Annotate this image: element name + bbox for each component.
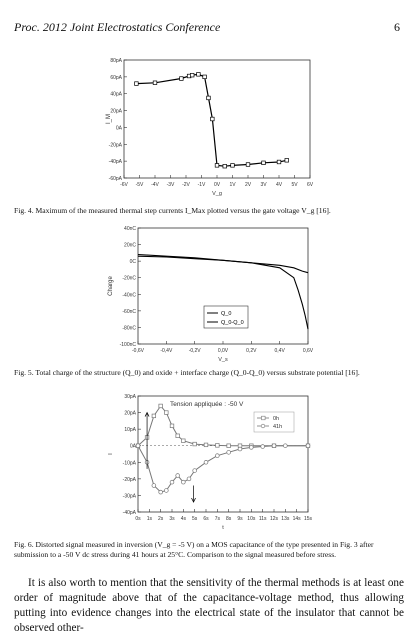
figure-6-caption: Fig. 6. Distorted signal measured in inversion (V_g = -5 V) on a MOS capacitance of the type presented in Fig. 3 after submission to a -50 V dc stress during 41 hours at 25°C. Comparison to the signal measured before stress. — [14, 540, 374, 559]
data-point — [152, 414, 156, 418]
x-tick-label: -6V — [120, 182, 128, 188]
data-point — [180, 77, 184, 81]
figure-5-chart — [104, 224, 314, 366]
figure-4-chart — [104, 56, 314, 206]
legend-marker — [262, 416, 266, 420]
x-tick-label: 5V — [291, 182, 298, 188]
x-tick-label: 7s — [214, 516, 220, 522]
data-point — [216, 444, 220, 448]
y-tick-label: -20nC — [122, 275, 136, 282]
y-tick-label: 0A — [129, 443, 136, 450]
x-tick-label: 13s — [281, 516, 290, 522]
x-tick-label: -2V — [182, 182, 190, 188]
x-tick-label: 0,4V — [274, 348, 285, 354]
x-tick-label: 2s — [158, 516, 164, 522]
y-tick-label: 20nC — [124, 242, 136, 249]
y-tick-label: -20pA — [108, 142, 122, 149]
data-point — [170, 480, 174, 484]
x-tick-label: 2V — [244, 182, 252, 188]
x-tick-label: 1V — [229, 182, 236, 188]
data-point — [190, 73, 194, 77]
data-point — [227, 444, 231, 448]
data-point — [204, 460, 208, 464]
data-point — [187, 477, 191, 481]
data-point — [170, 424, 174, 428]
y-tick-label: -40nC — [122, 292, 136, 299]
data-point — [159, 490, 163, 494]
x-tick-label: 3V — [260, 182, 267, 188]
data-point — [231, 164, 235, 168]
x-tick-label: 0,2V — [246, 348, 257, 354]
data-point — [211, 117, 215, 121]
x-tick-label: 0,0V — [217, 348, 229, 354]
data-point — [152, 484, 156, 488]
y-tick-label: 30pA — [124, 394, 136, 400]
x-tick-label: 6V — [306, 182, 314, 188]
data-point — [193, 469, 197, 473]
data-point — [246, 163, 250, 167]
data-point — [164, 489, 168, 493]
data-point — [204, 443, 208, 447]
legend-marker — [261, 424, 265, 428]
x-tick-label: 4V — [275, 182, 283, 188]
y-tick-label: 10pA — [124, 427, 136, 434]
x-tick-label: -4V — [151, 182, 159, 188]
x-tick-label: -0,6V — [132, 348, 144, 354]
legend-entry: Q_0 — [221, 311, 232, 317]
x-tick-label: -0,2V — [188, 348, 201, 354]
y-tick-label: 80pA — [110, 58, 122, 64]
chart-annotation: Tension appliquée : -50 V — [170, 401, 244, 408]
x-axis-label: V_s — [218, 357, 228, 363]
x-axis-label: V_g — [212, 191, 222, 197]
y-tick-label: 60pA — [110, 74, 122, 81]
data-point — [203, 75, 207, 79]
x-tick-label: 8s — [226, 516, 232, 522]
x-tick-label: 3s — [169, 516, 175, 522]
legend-entry: 0h — [273, 416, 280, 422]
y-tick-label: 20pA — [110, 108, 122, 115]
x-axis-label: t — [222, 525, 224, 530]
data-point — [176, 474, 180, 478]
y-axis-label: Charge — [108, 276, 114, 296]
x-tick-label: 1s — [146, 516, 152, 522]
x-tick-label: 11s — [258, 516, 267, 522]
data-point — [215, 454, 219, 458]
legend-entry: 41h — [273, 424, 283, 430]
page-number: 6 — [394, 20, 400, 34]
data-point — [165, 411, 169, 415]
data-point — [261, 445, 265, 449]
y-tick-label: -30pA — [122, 493, 136, 500]
data-point — [207, 96, 211, 100]
data-point — [285, 159, 289, 163]
data-point — [249, 445, 253, 449]
figure-6-chart — [108, 392, 312, 530]
data-point — [197, 73, 201, 77]
data-point — [272, 444, 276, 448]
y-axis-label: I_M — [106, 113, 112, 125]
data-point — [238, 447, 242, 451]
data-point — [283, 444, 287, 448]
y-tick-label: 40nC — [124, 226, 136, 232]
data-point — [262, 161, 266, 165]
x-tick-label: 10s — [247, 516, 256, 522]
y-tick-label: -80nC — [122, 325, 136, 332]
x-tick-label: -5V — [135, 182, 144, 188]
x-tick-label: 12s — [269, 516, 279, 522]
y-tick-label: -40pA — [108, 159, 122, 166]
x-tick-label: -1V — [197, 182, 206, 188]
x-tick-label: 0,6V — [302, 348, 314, 354]
y-tick-label: 40pA — [110, 91, 122, 98]
body-paragraph: It is also worth to mention that the sensitivity of the thermal methods is at least one order of magnitude above that of the capacitance-voltage method, thus allowing putting into evidence changes into the electrical state of the insulator that cannot be observed other- — [14, 577, 404, 634]
x-tick-label: 14s — [292, 516, 301, 522]
data-point — [181, 480, 185, 484]
y-tick-label: -60nC — [122, 308, 136, 315]
x-tick-label: 0s — [135, 516, 141, 522]
data-point — [176, 434, 180, 438]
x-tick-label: 9s — [237, 516, 243, 522]
data-point — [182, 439, 186, 443]
series-line-2 — [138, 446, 308, 492]
y-tick-label: -40pA — [122, 510, 136, 516]
data-point — [227, 450, 231, 454]
y-axis-label: I — [108, 453, 114, 455]
running-header: Proc. 2012 Joint Electrostatics Conference — [14, 20, 221, 34]
y-tick-label: -60pA — [108, 176, 122, 182]
x-tick-label: 0V — [213, 182, 221, 188]
x-tick-label: -0,4V — [160, 348, 173, 354]
figure-4-caption: Fig. 4. Maximum of the measured thermal step currents I_Max plotted versus the gate voltage V_g [16]. — [14, 206, 331, 215]
data-point — [306, 444, 310, 448]
data-point — [223, 164, 227, 168]
y-tick-label: 20pA — [124, 410, 136, 417]
y-tick-label: -20pA — [122, 476, 136, 483]
x-tick-label: 5s — [192, 516, 198, 522]
data-point — [135, 82, 139, 86]
x-tick-label: 4s — [180, 516, 186, 522]
data-point — [153, 81, 157, 85]
data-point — [215, 164, 219, 168]
data-point — [159, 404, 163, 408]
y-tick-label: 0A — [115, 125, 122, 132]
x-tick-label: 6s — [203, 516, 209, 522]
x-tick-label: -3V — [166, 182, 175, 188]
data-point — [277, 160, 281, 164]
data-point — [136, 444, 140, 448]
x-tick-label: 15s — [303, 516, 312, 522]
y-tick-label: 0C — [129, 259, 136, 266]
y-tick-label: -10pA — [122, 460, 136, 467]
data-point — [193, 442, 197, 446]
y-tick-label: -100nC — [119, 342, 136, 348]
figure-5-caption: Fig. 5. Total charge of the structure (Q_0) and oxide + interface charge (Q_0-Q_0) versus substrate potential [16]. — [14, 368, 360, 377]
legend-entry: Q_0-Q_0 — [221, 320, 244, 326]
